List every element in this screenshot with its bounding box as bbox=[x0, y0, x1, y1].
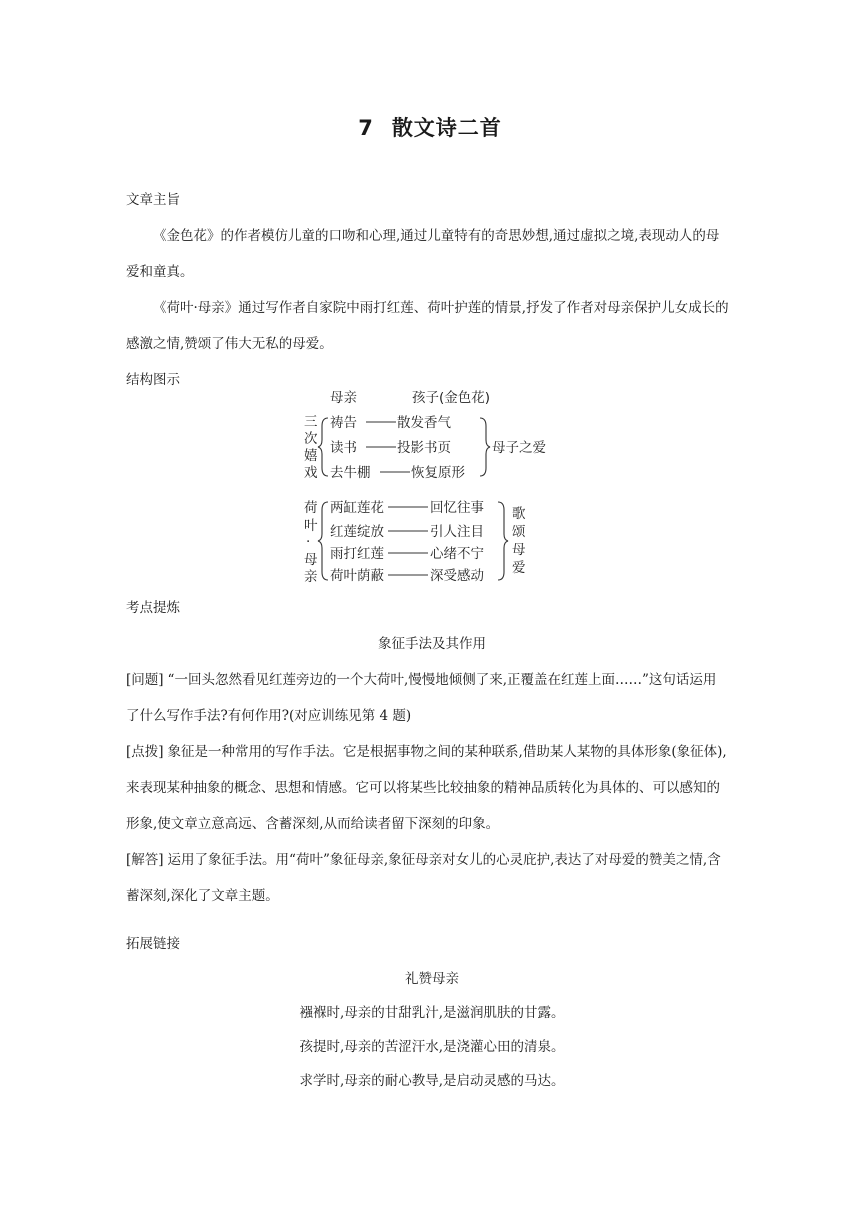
group2-row-left: 雨打红莲 bbox=[330, 546, 384, 562]
group2-label-char: 母 bbox=[304, 552, 318, 568]
structure-diagram bbox=[300, 386, 546, 588]
group1-conclusion: 母子之爱 bbox=[492, 440, 546, 456]
group2-conclusion-char: 歌 bbox=[512, 506, 526, 522]
group2-conclusion-char: 爱 bbox=[512, 560, 526, 576]
group1-right-brace bbox=[480, 418, 490, 476]
group2-row-right: 引人注目 bbox=[430, 524, 484, 540]
answer-line1: [解答] 运用了象征手法。用“荷叶”象征母亲,象征母亲对女儿的心灵庇护,表达了对母爱的赞美之情,含 bbox=[126, 852, 721, 868]
group1-row-right: 散发香气 bbox=[397, 415, 451, 431]
poem-line: 孩提时,母亲的苦涩汗水,是浇灌心田的清泉。 bbox=[299, 1039, 565, 1055]
hint-line1: [点拨] 象征是一种常用的写作手法。它是根据事物之间的某种联系,借助某人某物的具体形象(象征体), bbox=[126, 744, 727, 760]
group1-row-left: 去牛棚 bbox=[330, 465, 371, 481]
poem-line: 襁褓时,母亲的甘甜乳汁,是滋润肌肤的甘露。 bbox=[299, 1005, 565, 1021]
theme-section bbox=[126, 182, 738, 398]
group1-label-char: 嬉 bbox=[304, 448, 318, 464]
group2-conclusion-char: 母 bbox=[512, 542, 526, 558]
poem-title: 礼赞母亲 bbox=[405, 971, 459, 987]
group1-row-right: 投影书页 bbox=[397, 440, 451, 456]
theme-para1-line1: 《金色花》的作者模仿儿童的口吻和心理,通过儿童特有的奇思妙想,通过虚拟之境,表现动人的母 bbox=[153, 228, 720, 244]
theme-para1-line2: 爱和童真。 bbox=[126, 264, 194, 280]
extension-label: 拓展链接 bbox=[126, 936, 180, 952]
structure-label: 结构图示 bbox=[126, 372, 180, 388]
lesson-number: 7 bbox=[358, 116, 374, 140]
theme-para2-line2: 感激之情,赞颂了伟大无私的母爱。 bbox=[126, 336, 333, 352]
group2-row-right: 回忆往事 bbox=[430, 500, 484, 516]
hint-line3: 形象,使文章立意高远、含蓄深刻,从而给读者留下深刻的印象。 bbox=[126, 816, 500, 832]
diagram-header-mother: 母亲 bbox=[330, 390, 357, 406]
poem-line: 求学时,母亲的耐心教导,是启动灵感的马达。 bbox=[299, 1073, 565, 1089]
group1-left-brace bbox=[318, 418, 328, 476]
group2-row-left: 红莲绽放 bbox=[330, 524, 384, 540]
exam-subtitle: 象征手法及其作用 bbox=[378, 636, 486, 652]
page-title bbox=[0, 112, 860, 142]
answer-tag: [解答] bbox=[126, 852, 164, 868]
group2-label-char: 亲 bbox=[304, 569, 318, 585]
group2-right-brace bbox=[498, 502, 508, 580]
exam-section bbox=[126, 590, 738, 914]
group1-row-left: 祷告 bbox=[330, 415, 357, 431]
group1-label-char: 次 bbox=[304, 431, 318, 447]
poem bbox=[126, 962, 738, 1098]
exam-label: 考点提炼 bbox=[126, 600, 180, 616]
group1-row-left: 读书 bbox=[330, 440, 357, 456]
theme-label: 文章主旨 bbox=[126, 192, 180, 208]
theme-para2-line1: 《荷叶·母亲》通过写作者自家院中雨打红莲、荷叶护莲的情景,抒发了作者对母亲保护儿女成长的 bbox=[153, 300, 729, 316]
lesson-title: 散文诗二首 bbox=[391, 116, 502, 140]
diagram-header-child: 孩子(金色花) bbox=[412, 390, 491, 406]
group2-row-right: 心绪不宁 bbox=[430, 546, 484, 562]
group2-label-char: 荷 bbox=[304, 500, 318, 516]
hint-line2: 来表现某种抽象的概念、思想和情感。它可以将某些比较抽象的精神品质转化为具体的、可以感知的 bbox=[126, 780, 720, 796]
group1-label-char: 三 bbox=[304, 414, 318, 430]
group1-label-char: 戏 bbox=[304, 465, 318, 481]
question-tag: [问题] bbox=[126, 672, 164, 688]
question-line1: [问题] “一回头忽然看见红莲旁边的一个大荷叶,慢慢地倾侧了来,正覆盖在红莲上面……”这句话运用 bbox=[126, 672, 717, 688]
extension-label-block bbox=[126, 926, 738, 962]
answer-line2: 蓄深刻,深化了文章主题。 bbox=[126, 888, 279, 904]
group2-row-left: 荷叶荫蔽 bbox=[330, 568, 384, 584]
group1-row-right: 恢复原形 bbox=[411, 465, 465, 481]
group2-row-left: 两缸莲花 bbox=[330, 500, 384, 516]
group2-left-brace bbox=[318, 502, 328, 580]
group2-label-char: 叶 bbox=[304, 518, 318, 534]
group2-row-right: 深受感动 bbox=[430, 568, 484, 584]
question-line2: 了什么写作手法?有何作用?(对应训练见第 4 题) bbox=[126, 708, 412, 724]
hint-tag: [点拨] bbox=[126, 744, 164, 760]
group2-label-char: · bbox=[306, 534, 311, 550]
group2-conclusion-char: 颂 bbox=[512, 524, 526, 540]
